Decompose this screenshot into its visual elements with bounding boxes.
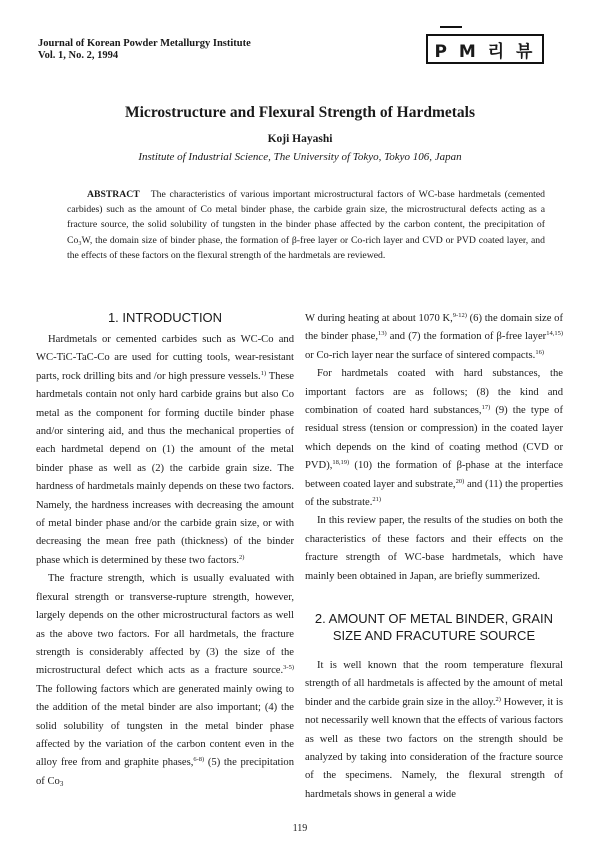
author-affiliation: Institute of Industrial Science, The University of Tokyo, Tokyo 106, Japan — [138, 151, 462, 163]
article-title: Microstructure and Flexural Strength of Hardmetals — [125, 104, 475, 121]
right-column-text: W during heating at about 1070 K,$^{9-12)}$ (6) the domain size of the binder phase,$^{13)}$ and (7) the formation of β-free layer$^{14,15)}$ or Co-rich layer near the surface of sintered compacts.$^{16)}$ For hardmetals coated with hard substances, the important factors are as follows; (8) the kind and combination of coated hard substances,$^{17)}$ (9) the type of residual stress (tension or compression) in the coated layer which depends on the kind of coating method (CVD or PVD),$^{18,19)}$ (10) the formation of β-phase at the interface between coated layer and substrate,$^{20)}$ and (11) the properties of the substrate.$^{21)}$ In this review paper, the results of the studies on both the characteristics of these factors and their effects on the fracture strength of WC-base hardmetals, which have mainly been obtained in Japan, are briefly summerized. — [305, 312, 563, 582]
abstract-label: ABSTRACT — [87, 189, 140, 200]
journal-volume: Vol. 1, No. 2, 1994 — [38, 50, 119, 61]
abstract-text: The characteristics of various important microstructural factors of WC-base hardmetals (cemented carbides) such as the amount of Co metal binder phase, the carbide grain size, the microstructural defects acting as a fracture source, the solid solubility of tungsten in the binder phase affected by the carbon content, the precipitation of Co₃W, the domain size of binder phase, the formation of β-free layer or Co-rich layer and CVD or PVD coated layer, and the effects of these factors on the flexural strength of the hardmetals are reviewed. — [67, 189, 545, 261]
section-heading-introduction: 1. INTRODUCTION — [107, 310, 223, 325]
journal-citation — [38, 38, 251, 62]
page-number: 119 — [292, 823, 308, 834]
abstract — [67, 187, 545, 263]
article-author: Koji Hayashi — [267, 133, 333, 145]
left-column-text: Hardmetals or cemented carbides such as WC-Co and WC-TiC-TaC-Co are used for cutting tools, wear-resistant parts, rock drilling bits and /or high pressure vessels.$^{1)}$ These hardmetals contain not only hard carbide grains but also Co metal as the component for forming ductile binder phase and/or sintering aid, and thus the mechanical properties of each hardmetal depend on (1) the amount of the metal binder phase as well as (2) the carbide grain size. The hardness of hardmetals mainly depends on these two factors. Namely, the hardness increases with decreasing the amount of metal binder phase and/or the carbide grain size, or with decreasing the mean free path (thickness) of the binder phase which is determined by these two factors.$^{2)}$ The fracture strength, which is usually evaluated with flexural strength or transverse-rupture strength, however, largely depends on the other microstructural factors as well as the above two factors. For all hardmetals, the fracture strength is considerably affected by (3) the size of the microstructural defect which acts as a fracture source.$^{3-5)}$ The following factors which are generated mainly owing to the addition of the metal binder are also important; (4) the solid solubility of tungsten in the metal binder phase affected by the variation of the carbon content even in the alloy free from and graphite phases,$^{6-8)}$ (5) the precipitation of $Co_3$ — [36, 334, 294, 788]
badge-mark — [440, 26, 462, 28]
journal-name: Journal of Korean Powder Metallurgy Institute — [38, 38, 251, 49]
section-heading-amount-of-metal-binder: 2. AMOUNT OF METAL BINDER, GRAIN SIZE AND FRACUTURE SOURCE — [314, 611, 554, 643]
section2-text: It is well known that the room temperature flexural strength of all hardmetals is affected by the amount of metal binder and the carbide grain size in the alloy.$^{2)}$ However, it is not necessarily well known that the effects of various factors as well as these two factors on the strength should be analyzed by taking into consideration of the fracture source of the specimens. Namely, the flexural strength of hardmetals shows in general a wide — [305, 660, 563, 800]
section-badge: P M 리 뷰 — [426, 34, 544, 64]
